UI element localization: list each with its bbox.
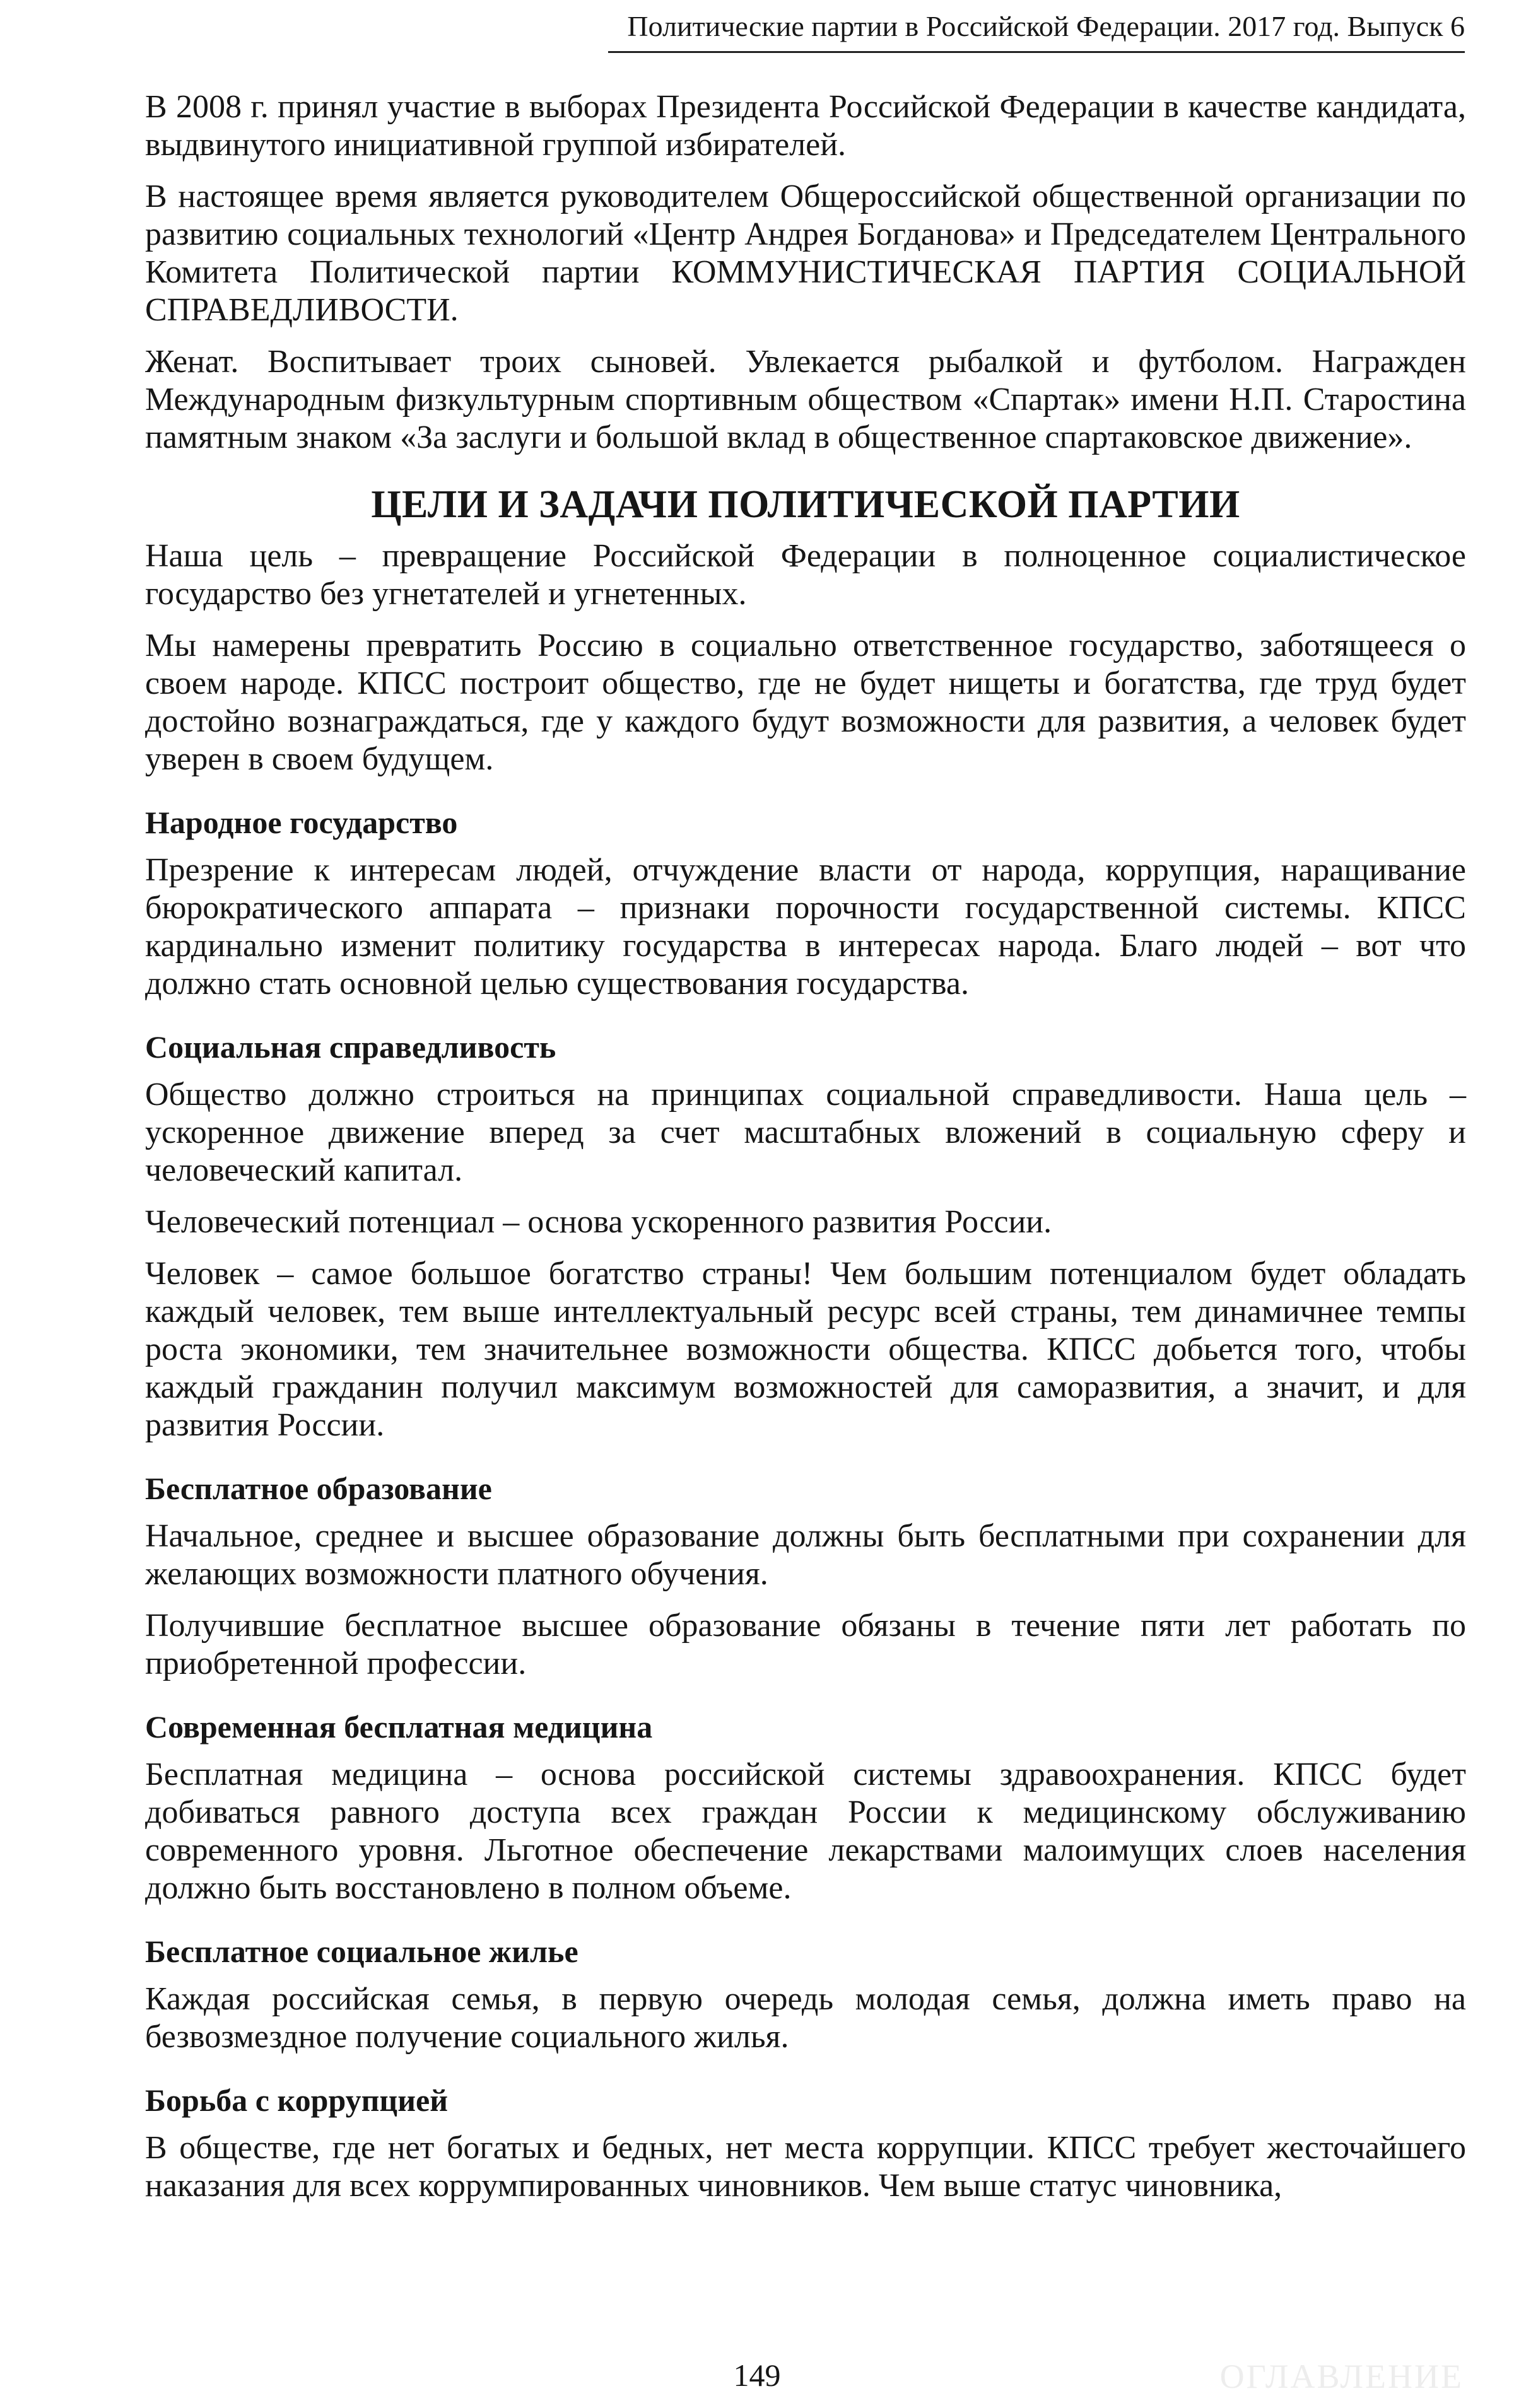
people-state-paragraph: Презрение к интересам людей, отчуждение власти от народа, коррупция, наращивание бюрократического аппарата – признаки порочности государственной системы. КПСС кардинально изменит политику государства в интересах народа. Благо людей – вот что должно стать основной целью существования государства. — [145, 852, 1466, 1002]
free-medicine-paragraph: Бесплатная медицина – основа российской системы здравоохранения. КПСС будет добиваться равного доступа всех граждан России к медицинскому обслуживанию современного уровня. Льготное обеспечение лекарствами малоимущих слоев населения должно быть восстановлено в полном объеме. — [145, 1756, 1466, 1906]
subheading-social-justice: Социальная справедливость — [145, 1029, 556, 1065]
intro-paragraph: В 2008 г. принял участие в выборах Президента Российской Федерации в качестве кандидата, выдвинутого инициативной группой избирателей. — [145, 89, 1466, 163]
free-housing-paragraph: Каждая российская семья, в первую очередь молодая семья, должна иметь право на безвозмездное получение социального жилья. — [145, 1981, 1466, 2055]
section-title: ЦЕЛИ И ЗАДАЧИ ПОЛИТИЧЕСКОЙ ПАРТИИ — [371, 483, 1240, 526]
intro-paragraph: Женат. Воспитывает троих сыновей. Увлекается рыбалкой и футболом. Награжден Международным физкультурным спортивным обществом «Спартак» имени Н.П. Старостина памятным знаком «За заслуги и большой вклад в общественное спартаковское движение». — [145, 344, 1466, 455]
social-justice-paragraph: Общество должно строиться на принципах социальной справедливости. Наша цель – ускоренное движение вперед за счет масштабных вложений в социальную сферу и человеческий капитал. — [145, 1077, 1466, 1188]
free-education-paragraph: Получившие бесплатное высшее образование обязаны в течение пяти лет работать по приобретенной профессии. — [145, 1608, 1466, 1681]
intro-paragraph: В настоящее время является руководителем Общероссийской общественной организации по развитию социальных технологий «Центр Андрея Богданова» и Председателем Центрального Комитета Политической партии КОММУНИСТИЧЕСКАЯ ПАРТИЯ СОЦИАЛЬНОЙ СПРАВЕДЛИВОСТИ. — [145, 178, 1466, 328]
page-content — [145, 88, 1466, 2219]
running-header: Политические партии в Российской Федерации. 2017 год. Выпуск 6 — [627, 9, 1465, 44]
subheading-people-state: Народное государство — [145, 805, 458, 840]
social-justice-paragraph: Человеческий потенциал – основа ускоренного развития России. — [145, 1204, 1052, 1240]
free-education-paragraph: Начальное, среднее и высшее образование должны быть бесплатными при сохранении для желающих возможности платного обучения. — [145, 1518, 1466, 1592]
anti-corruption-paragraph: В обществе, где нет богатых и бедных, нет места коррупции. КПСС требует жесточайшего наказания для всех коррумпированных чиновников. Чем выше статус чиновника, — [145, 2130, 1466, 2204]
subheading-free-education: Бесплатное образование — [145, 1471, 492, 1506]
table-of-contents-link[interactable]: ОГЛАВЛЕНИЕ — [1219, 2358, 1464, 2395]
social-justice-paragraph: Человек – самое большое богатство страны! Чем большим потенциалом будет обладать каждый человек, тем выше интеллектуальный ресурс всей страны, тем динамичнее темпы роста экономики, тем значительнее возможности общества. КПСС добьется того, чтобы каждый гражданин получил максимум возможностей для саморазвития, а значит, и для развития России. — [145, 1256, 1466, 1443]
subheading-free-medicine: Современная бесплатная медицина — [145, 1709, 653, 1745]
subheading-free-housing: Бесплатное социальное жилье — [145, 1934, 578, 1969]
subheading-anti-corruption: Борьба с коррупцией — [145, 2083, 449, 2118]
goals-paragraph: Наша цель – превращение Российской Федерации в полноценное социалистическое государство без угнетателей и угнетенных. — [145, 538, 1466, 612]
goals-paragraph: Мы намерены превратить Россию в социально ответственное государство, заботящееся о своем народе. КПСС построит общество, где не будет нищеты и богатства, где труд будет достойно вознаграждаться, где у каждого будут возможности для развития, а человек будет уверен в своем будущем. — [145, 628, 1466, 777]
page-number: 149 — [733, 2358, 781, 2393]
